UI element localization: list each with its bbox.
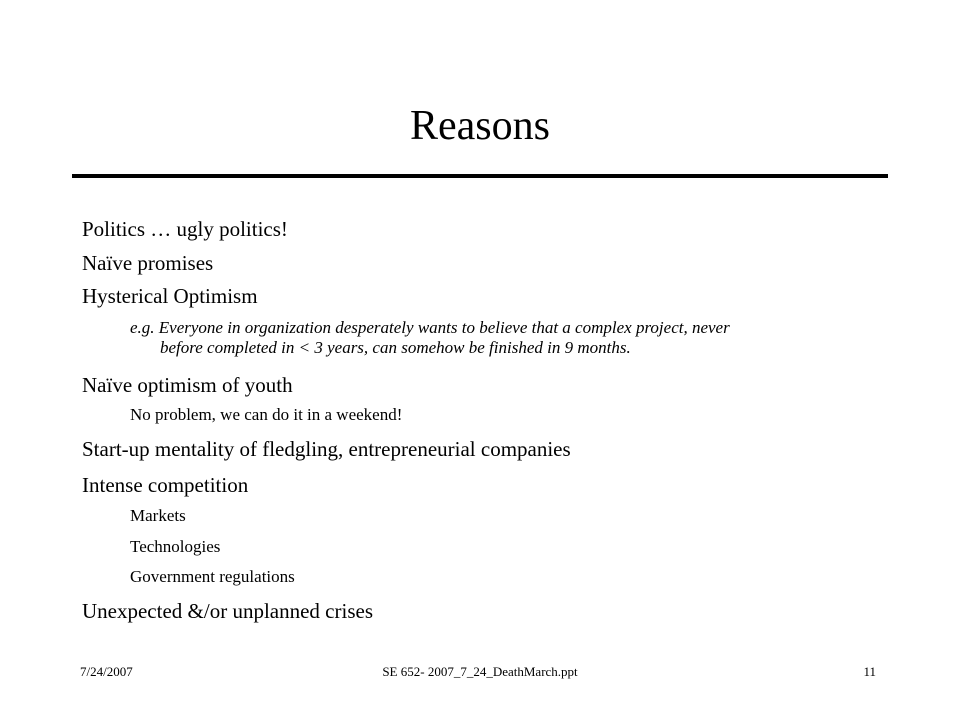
bullet-unexpected-crises: Unexpected &/or unplanned crises xyxy=(82,599,373,623)
footer-page-number: 11 xyxy=(863,664,876,679)
sub-bullet-no-problem: No problem, we can do it in a weekend! xyxy=(130,405,403,424)
bullet-naive-promises: Naïve promises xyxy=(82,251,214,275)
bullet-hysterical-optimism: Hysterical Optimism xyxy=(82,284,258,308)
bullet-intense-competition: Intense competition xyxy=(82,473,249,497)
footer-date: 7/24/2007 xyxy=(80,664,133,679)
sub-bullet-technologies: Technologies xyxy=(130,537,221,556)
note-line-2: before completed in < 3 years, can somehow be finished in 9 months. xyxy=(160,338,631,357)
bullet-politics: Politics … ugly politics! xyxy=(82,217,288,241)
slide-title: Reasons xyxy=(410,103,550,149)
sub-bullet-markets: Markets xyxy=(130,506,186,525)
footer-filename: SE 652- 2007_7_24_DeathMarch.ppt xyxy=(382,664,578,679)
bullet-start-up-mentality: Start-up mentality of fledgling, entrepreneurial companies xyxy=(82,437,571,461)
sub-bullet-example-note xyxy=(130,318,730,358)
bullet-naive-optimism-youth: Naïve optimism of youth xyxy=(82,373,293,397)
sub-bullet-government-regulations: Government regulations xyxy=(130,567,295,586)
note-line-1: e.g. Everyone in organization desperately wants to believe that a complex project, never xyxy=(130,318,730,337)
